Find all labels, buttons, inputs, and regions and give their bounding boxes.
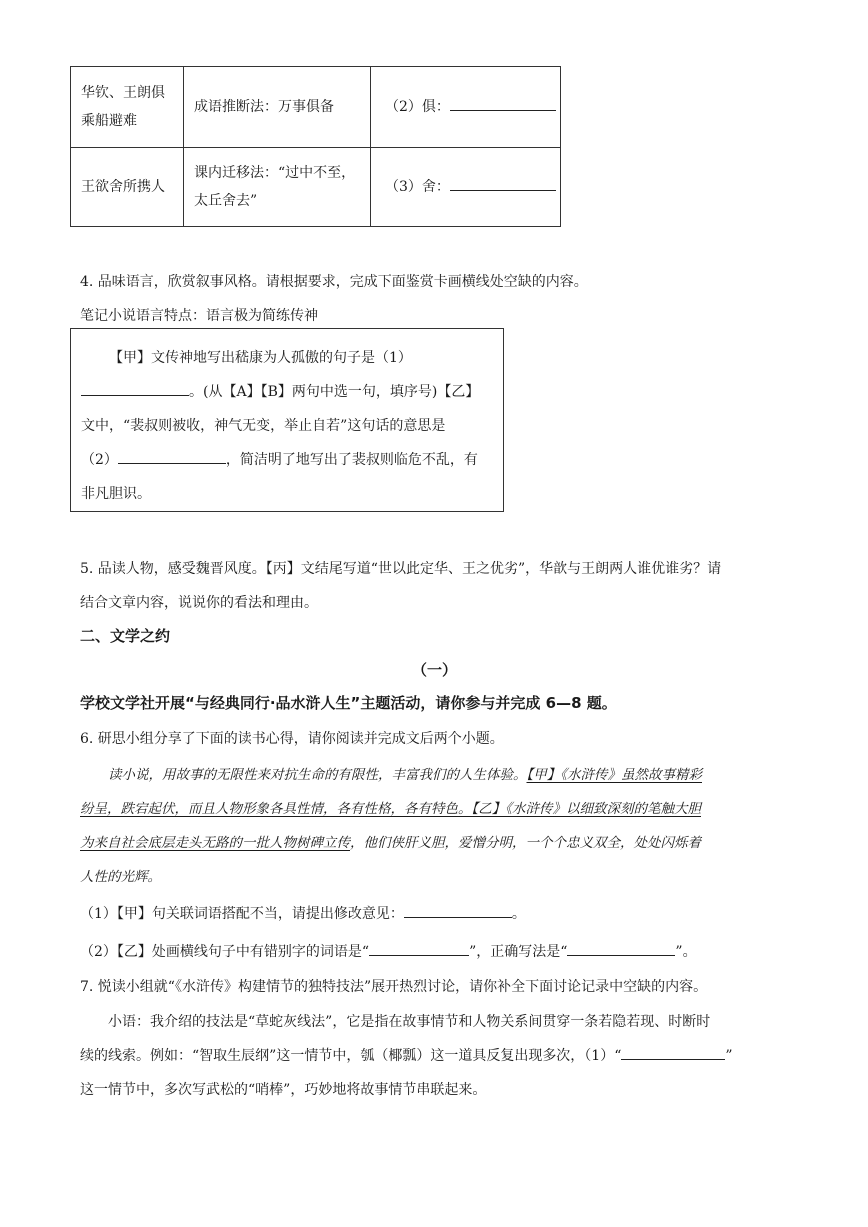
activity-intro: 学校文学社开展“与经典同行·品水浒人生”主题活动，请你参与并完成 6—8 题。 — [80, 694, 617, 712]
card-text: （2） — [81, 452, 118, 468]
discussion-line: 小语：我介绍的技法是“草蛇灰线法”，它是指在故事情节和人物关系间贯穿一条若隐若现、时断时 — [108, 1014, 711, 1030]
reading-note-line — [108, 763, 702, 783]
method-text: 太丘舍去” — [194, 193, 258, 209]
sentence-text: 华钦、王朗俱 — [81, 85, 165, 101]
answer-blank[interactable] — [567, 941, 675, 956]
card-line: 【甲】文传神地写出嵇康为人孤傲的句子是（1） — [109, 350, 412, 366]
discussion-text: 续的线索。例如：“智取生辰纲”这一情节中，瓠（椰瓢）这一道具反复出现多次，（1）“ — [80, 1048, 622, 1064]
answer-label: （2）俱： — [385, 99, 450, 115]
question-4-prompt: 4. 品味语言，欣赏叙事风格。请根据要求，完成下面鉴赏卡画横线处空缺的内容。 — [80, 274, 588, 290]
discussion-line: 这一情节中，多次写武松的“哨棒”，巧妙地将故事情节串联起来。 — [80, 1082, 487, 1098]
table-cell-answer — [371, 67, 561, 148]
answer-blank[interactable] — [450, 176, 556, 191]
question-5-prompt: 5. 品读人物，感受魏晋风度。【丙】文结尾写道“世以此定华、王之优劣”，华歆与王朗两人谁优谁劣？请 — [80, 561, 722, 577]
appreciation-card — [70, 328, 504, 512]
table-cell-answer — [371, 148, 561, 227]
sub-question-text: （2）【乙】处画横线句子中有错别字的词语是“ — [80, 944, 370, 960]
method-text: 成语推断法：万事俱备 — [194, 99, 334, 115]
reading-note-line: 人性的光辉。 — [80, 869, 161, 885]
card-line: 文中，“裴叔则被收，神气无变，举止自若”这句话的意思是 — [81, 418, 446, 434]
card-line — [81, 381, 479, 401]
card-line — [81, 449, 478, 469]
underlined-sentence-jia: 纷呈，跌宕起伏，而且人物形象各具性情，各有性格，各有特色。 — [80, 801, 472, 817]
answer-blank[interactable] — [369, 941, 469, 956]
sub-question-text: ”，正确写法是“ — [469, 944, 568, 960]
question-6-prompt: 6. 研思小组分享了下面的读书心得，请你阅读并完成文后两个小题。 — [80, 731, 504, 747]
note-text: ，他们侠肝义胆，爱憎分明，一个个忠义双全，处处闪烁着 — [350, 835, 701, 851]
question-7-prompt: 7. 悦读小组就“《水浒传》构建情节的独特技法”展开热烈讨论，请你补全下面讨论记录中空缺的内容。 — [80, 979, 708, 995]
table-cell-sentence — [71, 148, 184, 227]
table-cell-sentence — [71, 67, 184, 148]
question-6-sub-1 — [80, 903, 526, 923]
method-text: 课内迁移法：“过中不至， — [194, 165, 356, 181]
card-text: 。(从【A】【B】两句中选一句，填序号)【乙】 — [189, 384, 480, 400]
sub-question-text: ”。 — [675, 944, 697, 960]
sentence-text: 王欲舍所携人 — [81, 179, 165, 195]
question-4-subtitle: 笔记小说语言特点：语言极为简练传神 — [80, 308, 318, 324]
sub-question-text: 。 — [511, 906, 526, 922]
underlined-sentence-jia: 【甲】《水浒传》虽然故事精彩 — [526, 767, 702, 783]
sentence-text: 乘船避难 — [81, 113, 137, 129]
question-6-sub-2 — [80, 941, 697, 961]
discussion-line — [80, 1045, 733, 1065]
question-5-prompt-cont: 结合文章内容，说说你的看法和理由。 — [80, 595, 318, 611]
reading-note-line — [80, 831, 701, 851]
card-line: 非凡胆识。 — [81, 486, 151, 502]
method-table — [70, 66, 561, 227]
discussion-text: ” — [725, 1048, 733, 1064]
answer-blank[interactable] — [81, 381, 189, 396]
card-text: ，简洁明了地写出了裴叔则临危不乱，有 — [225, 452, 478, 468]
subsection-heading: （一） — [412, 661, 458, 679]
answer-blank[interactable] — [621, 1045, 725, 1060]
sub-question-text: （1）【甲】句关联词语搭配不当，请提出修改意见： — [80, 906, 404, 922]
section-heading: 二、文学之约 — [80, 627, 171, 645]
table-cell-method — [184, 148, 371, 227]
note-text: 读小说，用故事的无限性来对抗生命的有限性，丰富我们的人生体验。 — [108, 767, 527, 783]
answer-blank[interactable] — [118, 449, 226, 464]
answer-blank[interactable] — [450, 96, 556, 111]
table-cell-method — [184, 67, 371, 148]
underlined-sentence-yi: 【乙】《水浒传》以细致深刻的笔触大胆 — [471, 801, 701, 817]
reading-note-line — [80, 797, 701, 817]
answer-label: （3）舍： — [385, 179, 450, 195]
answer-blank[interactable] — [404, 903, 512, 918]
underlined-sentence-yi: 为来自社会底层走头无路的一批人物树碑立传 — [80, 835, 350, 851]
